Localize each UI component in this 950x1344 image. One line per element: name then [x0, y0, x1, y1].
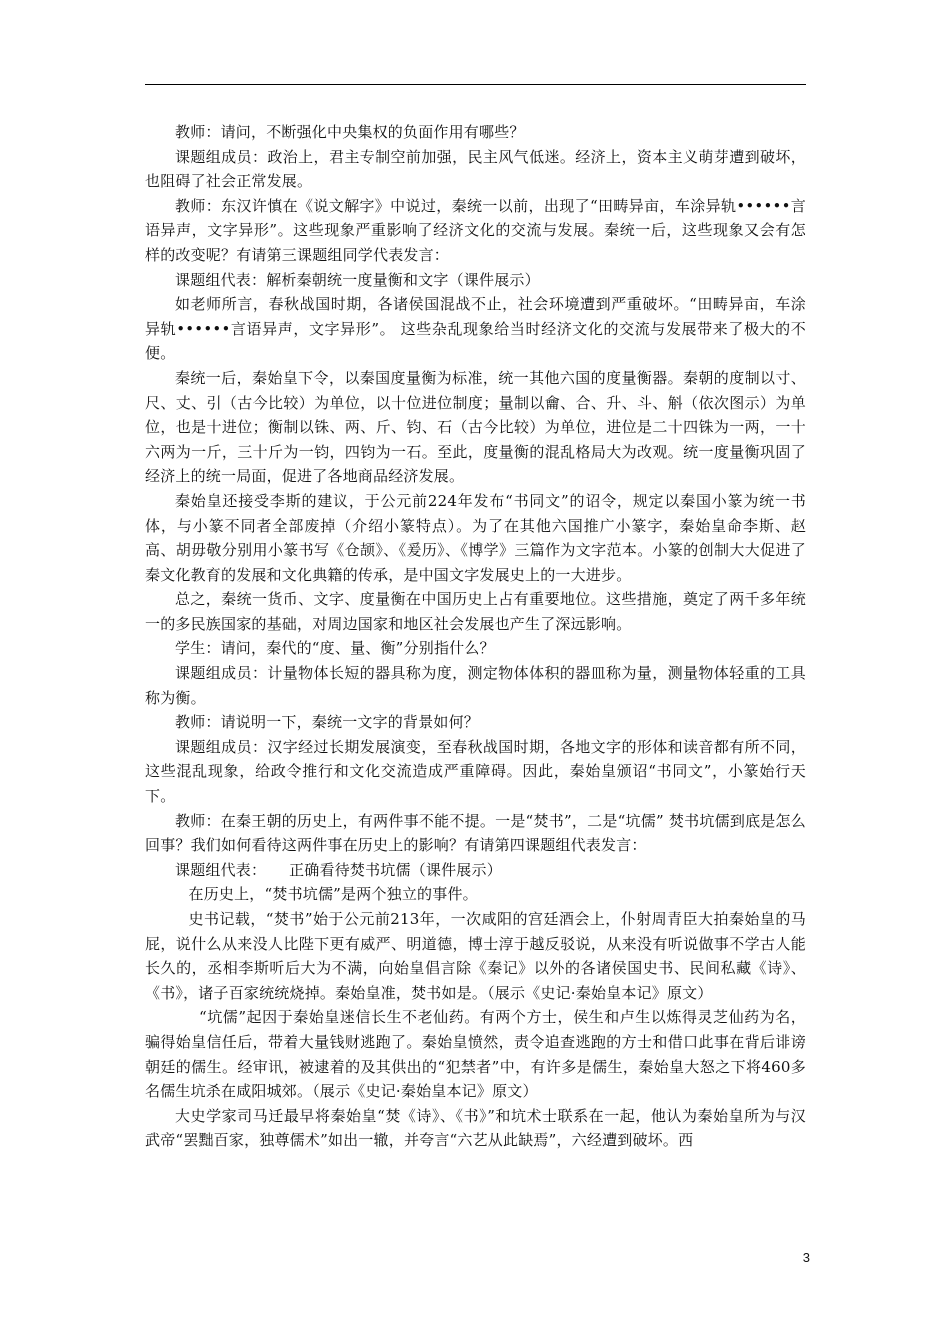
paragraph: 教师：在秦王朝的历史上，有两件事不能不提。一是“焚书”，二是“坑儒” 焚书坑儒到底是怎么回事？我们如何看待这两件事在历史上的影响？有请第四课题组代表发言：: [145, 811, 806, 855]
paragraph: 在历史上，“焚书坑儒”是两个独立的事件。: [188, 885, 478, 904]
paragraph: 课题组代表：解析秦朝统一度量衡和文字（课件展示）: [175, 270, 540, 289]
paragraph: 总之，秦统一货币、文字、度量衡在中国历史上占有重要地位。这些措施，奠定了两千多年统一的多民族国家的基础，对周边国家和地区社会发展也产生了深远影响。: [145, 590, 806, 633]
page-number: 3: [802, 1250, 810, 1265]
paragraph: 如老师所言，春秋战国时期，各诸侯国混战不止，社会环境遭到严重破坏。“田畴异亩，车涂异轨••••••言语异声，文字异形”。 这些杂乱现象给当时经济文化的交流与发展带来了极大的不便。: [145, 295, 806, 363]
paragraph: 课题组成员：计量物体长短的器具称为度，测定物体体积的器皿称为量，测量物体轻重的工具称为衡。: [145, 664, 806, 707]
paragraph: 教师：请说明一下，秦统一文字的背景如何？: [175, 713, 480, 732]
paragraph: 课题组成员：政治上，君主专制空前加强，民主风气低迷。经济上，资本主义萌芽遭到破坏，也阻碍了社会正常发展。: [145, 147, 806, 191]
paragraph: 大史学家司马迁最早将秦始皇“焚《诗》、《书》”和坑术士联系在一起，他认为秦始皇所为与汉武帝“罢黜百家，独尊儒术”如出一辙，并夸言“六艺从此缺焉”，六经遭到破坏。西: [145, 1106, 806, 1150]
paragraph: 教师：东汉许慎在《说文解字》中说过，秦统一以前，出现了“田畴异亩，车涂异轨••••••言语异声，文字异形”。这些现象严重影响了经济文化的交流与发展。秦统一后，这些现象又会有怎样的改变呢？有请第三课题组同学代表发言：: [145, 196, 806, 264]
paragraph: 秦统一后，秦始皇下令，以秦国度量衡为标准，统一其他六国的度量衡器。秦朝的度制以寸、尺、丈、引（古今比较）为单位，以十位进位制度；量制以龠、合、升、斗、斛（依次图示）为单位，也是十进位；衡制以铢、两、斤、钧、石（古今比较）为单位，进位是二十四铢为一两，一十六两为一斤，三十斤为一钧，四钧为一石。至此，度量衡的混乱格局大为改观。统一度量衡巩固了经济上的统一局面，促进了各地商品经济发展。: [145, 368, 806, 486]
paragraph: 课题组成员：汉字经过长期发展演变，至春秋战国时期，各地文字的形体和读音都有所不同，这些混乱现象，给政令推行和文化交流造成严重障碍。因此，秦始皇颁诏“书同文”，小篆始行天下。: [145, 737, 806, 806]
paragraph: 秦始皇还接受李斯的建议，于公元前224年发布“书同文”的诏令，规定以秦国小篆为统一书体，与小篆不同者全部废掉（介绍小篆特点）。为了在其他六国推广小篆字，秦始皇命李斯、赵高、胡毋敬分别用小篆书写《仓颉》、《爰历》、《博学》三篇作为文字范本。小篆的创制大大促进了秦文化教育的发展和文化典籍的传承，是中国文字发展史上的一大进步。: [145, 491, 806, 584]
header-rule: [145, 84, 806, 85]
paragraph: 教师：请问，不断强化中央集权的负面作用有哪些？: [175, 123, 525, 141]
paragraph: 课题组代表： 正确看待焚书坑儒（课件展示）: [175, 860, 502, 879]
body-text: [145, 120, 806, 1153]
paragraph: “坑儒”起因于秦始皇迷信长生不老仙药。有两个方士，侯生和卢生以炼得灵芝仙药为名，骗得始皇信任后，带着大量钱财逃跑了。秦始皇愤然，责令追查逃跑的方士和借口此事在背后诽谤朝廷的儒生。经审讯，被逮着的及其供出的“犯禁者”中，有许多是儒生，秦始皇大怒之下将460多名儒生坑杀在咸阳城郊。（展示《史记·秦始皇本记》原文）: [145, 1008, 806, 1101]
paragraph: 史书记载，“焚书”始于公元前213年，一次咸阳的宫廷酒会上，仆射周青臣大拍秦始皇的马屁，说什么从来没人比陛下更有威严、明道德，博士淳于越反驳说，从来没有听说做事不学古人能长久的，丞相李斯听后大为不满，向始皇倡言除《秦记》以外的各诸侯国史书、民间私藏《诗》、《书》，诸子百家统统烧掉。秦始皇准，焚书如是。（展示《史记·秦始皇本记》原文）: [145, 910, 806, 1002]
paragraph: 学生：请问，秦代的“度、量、衡”分别指什么？: [175, 639, 495, 658]
